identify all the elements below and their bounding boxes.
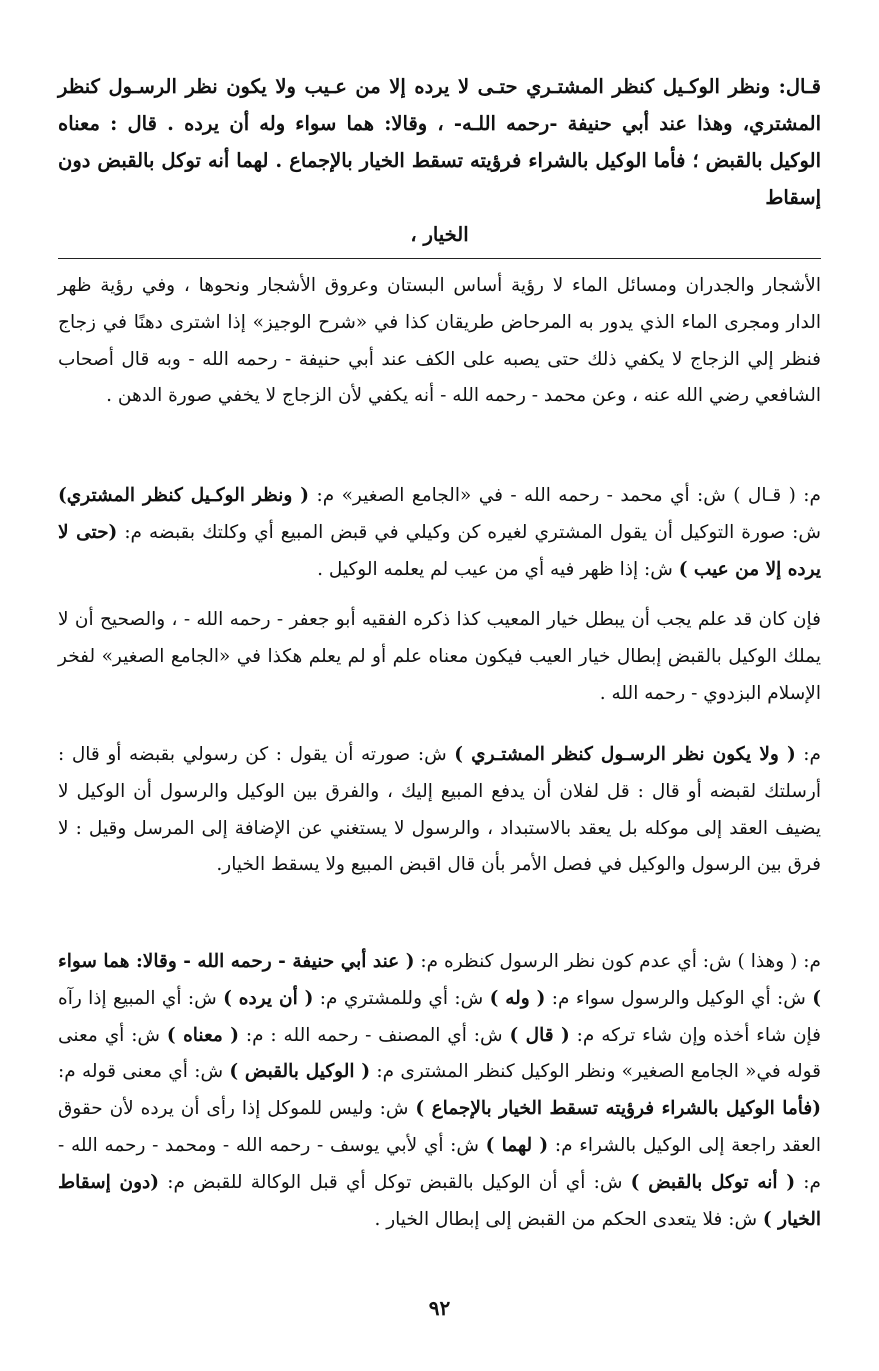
p5-b5: ( معناه ) [166,1024,239,1046]
p5-s7: ش: أي معنى قوله م: [58,1061,230,1083]
sharh-paragraph-3 [58,602,821,712]
p4-b1: ( ولا يكون نظر الرسـول كنظر المشتـري ) [454,744,796,765]
p5-b10: (دون إسقاط الخيار ) [58,1171,821,1230]
separator-rule [58,258,821,259]
sharh-paragraph-1 [58,268,821,415]
p5-s1: م: ( وهذا ) ش: أي عدم كون نظر الرسول كنظره م: [414,951,821,972]
p5-s6: ش: أي معنى قوله في« الجامع الصغير» ونظر الوكيل كنظر المشترى م: [58,1024,821,1083]
matn-text: قـال: ونظر الوكـيل كنظر المشتـري حتـى لا يرده إلا من عـيب ولا يكون نظر الرسـول كنظر المشتري، وهذا عند أبي حنيفة -رحمه اللـه- ، وقالا: هما سواء وله أن يرده . قال : معناه الوكيل بالقبض ؛ فأما الوكيل بالشراء فرؤيته تسقط الخيار بالإجماع . لهما أنه توكل بالقبض دون إسقاط [58,75,821,209]
p4-s1: م: [795,744,821,765]
sharh-paragraph-4 [58,737,821,884]
p2-s2: ش: صورة التوكيل أن يقول المشتري لغيره كن وكيلي في قبض المبيع أي وكلتك بقبضه م: [117,521,821,543]
p2-b1: ( ونظر الوكـيل كنظر المشتري) [58,485,310,506]
p5-s3: ش: أي وللمشتري م: [313,987,490,1009]
p2-b2: (حتى لا يرده إلا من عيب ) [58,521,821,580]
p2-s1: م: ( قـال ) ش: أي محمد - رحمه الله - في «الجامع الصغير» م: [309,485,821,506]
sharh-paragraph-5 [58,944,821,1238]
matn-paragraph [58,68,821,253]
matn-last-line: الخيار ، [410,223,469,246]
p5-s10: ش: أي أن الوكيل بالقبض توكل أي قبل الوكالة للقبض م: [159,1171,631,1193]
sharh-p1-text: الأشجار والجدران ومسائل الماء لا رؤية أساس البستان وعروق الأشجار ونحوها ، وفي رؤية ظهر الدار ومجرى الماء الذي يدور به المرحاض طريقان كذا في «شرح الوجيز» إذا اشترى دهنًا في زجاج فنظر إلي الزجاج لا يكفي ذلك حتى يصبه على الكف عند أبي حنيفة - رحمه الله - وبه قال أصحاب الشافعي رضي الله عنه ، وعن محمد - رحمه الله - أنه يكفي لأن الزجاج لا يخفي صورة الدهن . [58,275,821,407]
p5-b1: ( عند أبي حنيفة - رحمه الله - وقالا: هما سواء ) [58,951,821,1009]
p5-b7: (فأما الوكيل بالشراء فرؤيته تسقط الخيار بالإجماع ) [415,1098,821,1120]
p5-s9: ش: أي لأبي يوسف - رحمه الله - ومحمد - رحمه الله - م: [58,1134,821,1193]
p5-b3: ( أن يرده ) [223,987,314,1009]
p4-s2: ش: صورته أن يقول : كن رسولي بقبضه أو قال : أرسلتك لقبضه أو قال : قل لفلان أن يدفع المبيع إليك ، والفرق بين الوكيل والرسول أن الوكيل لا يضيف العقد إلى موكله بل يعقد بالاستبداد ، والرسول لا يستغني عن الإضافة إلى المرسل وقيل : لا فرق بين الرسول والوكيل في فصل الأمر بأن قال اقبض المبيع ولا يسقط الخيار. [58,744,821,876]
p5-b8: ( لهما ) [485,1134,549,1156]
page-number: ٩٢ [428,1296,451,1320]
p5-b4: ( قال ) [509,1024,570,1046]
sharh-p3-text: فإن كان قد علم يجب أن يبطل خيار المعيب كذا ذكره الفقيه أبو جعفر - رحمه الله - ، والصحيح أن لا يملك الوكيل بالقبض إبطال خيار العيب فيكون معناه علم أو لم يعلم هكذا في «الجامع الصغير» لفخر الإسلام البزدوي - رحمه الله . [58,609,821,704]
p5-b2: ( وله ) [489,987,546,1009]
matn-block [58,68,821,253]
p2-s3: ش: إذا ظهر فيه أي من عيب لم يعلمه الوكيل . [317,558,679,580]
p5-b6: ( الوكيل بالقبض ) [229,1061,371,1083]
p5-s11: ش: فلا يتعدى الحكم من القبض إلى إبطال الخيار . [374,1208,763,1230]
sharh-paragraph-2 [58,478,821,588]
p5-s4: ش: أي المبيع إذا رآه فإن شاء أخذه وإن شاء تركه م: [58,987,822,1046]
p5-s8: ش: وليس للموكل إذا رأى أن يرده لأن حقوق العقد راجعة إلى الوكيل بالشراء م: [58,1098,821,1156]
p5-s5: ش: أي المصنف - رحمه الله : م: [239,1024,510,1046]
p5-b9: ( أنه توكل بالقبض ) [630,1171,796,1193]
p5-s2: ش: أي الوكيل والرسول سواء م: [545,987,813,1009]
